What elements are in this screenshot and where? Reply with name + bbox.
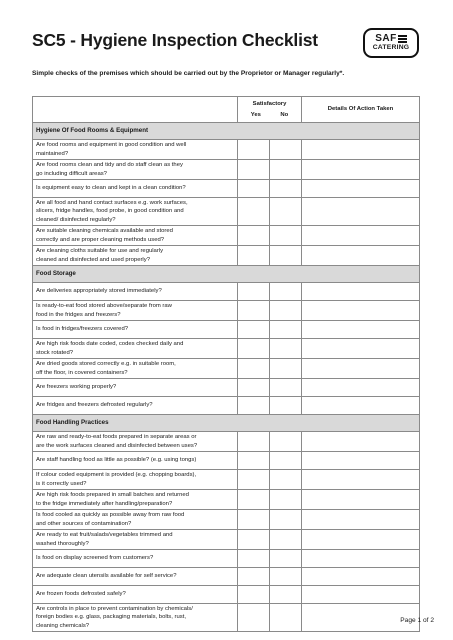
table-row	[33, 226, 420, 246]
yes-checkbox-cell[interactable]	[238, 470, 270, 490]
question-cell	[33, 397, 238, 415]
table-row	[33, 301, 420, 321]
question-text-line: Are cleaning cloths suitable for use and regularly	[36, 248, 164, 255]
no-checkbox-cell[interactable]	[270, 301, 302, 321]
question-text-line: maintained?	[36, 150, 69, 157]
yes-checkbox-cell[interactable]	[238, 490, 270, 510]
section-title: Hygiene Of Food Rooms & Equipment	[33, 123, 420, 140]
no-checkbox-cell[interactable]	[270, 198, 302, 226]
question-text-line: Are dried goods stored correctly e.g. in suitable room,	[36, 361, 176, 368]
question-text-line: Are raw and ready-to-eat foods prepared in separate areas or	[36, 434, 197, 441]
action-taken-cell[interactable]	[302, 432, 420, 452]
question-text-line: go including difficult areas?	[36, 170, 107, 177]
question-text-line: Are suitable cleaning chemicals available and stored	[36, 228, 173, 235]
question-text-line: food in the fridges and freezers?	[36, 311, 121, 318]
question-cell	[33, 339, 238, 359]
question-cell	[33, 530, 238, 550]
question-cell	[33, 432, 238, 452]
yes-checkbox-cell[interactable]	[238, 140, 270, 160]
question-text-line: Are freezers working properly?	[36, 384, 117, 391]
no-checkbox-cell[interactable]	[270, 379, 302, 397]
question-text-line: Are adequate clean utensils available for self service?	[36, 573, 177, 580]
action-taken-cell[interactable]	[302, 160, 420, 180]
question-cell	[33, 510, 238, 530]
question-cell	[33, 359, 238, 379]
action-taken-cell[interactable]	[302, 140, 420, 160]
question-cell	[33, 301, 238, 321]
question-text-line: cleaned/ disinfected regularly?	[36, 216, 116, 223]
question-text-line: are the work surfaces cleaned and disinfected between uses?	[36, 442, 198, 449]
table-row	[33, 246, 420, 266]
header-satisfactory-label: Satisfactory	[252, 101, 287, 108]
table-row	[33, 604, 420, 632]
question-cell	[33, 160, 238, 180]
table-row	[33, 140, 420, 160]
table-row	[33, 550, 420, 568]
no-checkbox-cell[interactable]	[270, 397, 302, 415]
question-cell	[33, 198, 238, 226]
yes-checkbox-cell[interactable]	[238, 432, 270, 452]
action-taken-cell[interactable]	[302, 452, 420, 470]
question-cell	[33, 321, 238, 339]
section-title: Food Storage	[33, 266, 420, 283]
no-checkbox-cell[interactable]	[270, 452, 302, 470]
table-row	[33, 510, 420, 530]
question-cell	[33, 283, 238, 301]
question-text-line: Is food on display screened from customers?	[36, 555, 154, 562]
header-satisfactory	[238, 97, 302, 123]
action-taken-cell[interactable]	[302, 568, 420, 586]
no-checkbox-cell[interactable]	[270, 432, 302, 452]
question-cell	[33, 452, 238, 470]
question-text-line: Are high risk foods date coded, codes checked daily and	[36, 341, 184, 348]
table-header-row	[33, 97, 420, 123]
question-text-line: Are ready to eat fruit/salads/vegetables trimmed and	[36, 532, 173, 539]
no-checkbox-cell[interactable]	[270, 490, 302, 510]
section-header-row	[33, 266, 420, 283]
yes-checkbox-cell[interactable]	[238, 246, 270, 266]
intro-text: Simple checks of the premises which should be carried out by the Proprietor or Manager regularly*.	[32, 70, 345, 77]
yes-checkbox-cell[interactable]	[238, 226, 270, 246]
table-row	[33, 470, 420, 490]
no-checkbox-cell[interactable]	[270, 470, 302, 490]
question-text-line: cleaning chemicals?	[36, 622, 90, 629]
yes-checkbox-cell[interactable]	[238, 550, 270, 568]
yes-checkbox-cell[interactable]	[238, 586, 270, 604]
action-taken-cell[interactable]	[302, 283, 420, 301]
table-row	[33, 568, 420, 586]
action-taken-cell[interactable]	[302, 359, 420, 379]
table-row	[33, 432, 420, 452]
question-text-line: Are high risk foods prepared in small batches and returned	[36, 492, 189, 499]
question-text-line: Are food rooms clean and tidy and do staff clean as they	[36, 162, 183, 169]
yes-checkbox-cell[interactable]	[238, 530, 270, 550]
question-text-line: and other sources of contamination?	[36, 520, 132, 527]
yes-checkbox-cell[interactable]	[238, 397, 270, 415]
action-taken-cell[interactable]	[302, 490, 420, 510]
table-row	[33, 379, 420, 397]
no-checkbox-cell[interactable]	[270, 283, 302, 301]
action-taken-cell[interactable]	[302, 339, 420, 359]
question-text-line: Are fridges and freezers defrosted regularly?	[36, 402, 153, 409]
action-taken-cell[interactable]	[302, 301, 420, 321]
question-cell	[33, 140, 238, 160]
no-checkbox-cell[interactable]	[270, 586, 302, 604]
hygiene-checklist-table	[32, 96, 420, 632]
saf-catering-logo	[363, 28, 419, 58]
header-question-cell	[33, 97, 238, 123]
question-text-line: Is equipment easy to clean and kept in a clean condition?	[36, 185, 186, 192]
question-text-line: Are all food and hand contact surfaces e.g. work surfaces,	[36, 200, 188, 207]
table-row	[33, 397, 420, 415]
action-taken-cell[interactable]	[302, 550, 420, 568]
yes-checkbox-cell[interactable]	[238, 283, 270, 301]
question-text-line: Are frozen foods defrosted safely?	[36, 591, 126, 598]
no-checkbox-cell[interactable]	[270, 160, 302, 180]
no-checkbox-cell[interactable]	[270, 530, 302, 550]
question-cell	[33, 586, 238, 604]
question-text-line: Are food rooms and equipment in good condition and well	[36, 142, 187, 149]
yes-checkbox-cell[interactable]	[238, 510, 270, 530]
yes-checkbox-cell[interactable]	[238, 379, 270, 397]
question-text-line: stock rotated?	[36, 349, 74, 356]
no-checkbox-cell[interactable]	[270, 339, 302, 359]
action-taken-cell[interactable]	[302, 510, 420, 530]
no-checkbox-cell[interactable]	[270, 568, 302, 586]
question-cell	[33, 470, 238, 490]
action-taken-cell[interactable]	[302, 397, 420, 415]
question-text-line: Is food cooled as quickly as possible away from raw food	[36, 512, 185, 519]
yes-checkbox-cell[interactable]	[238, 339, 270, 359]
table-row	[33, 490, 420, 510]
table-row	[33, 283, 420, 301]
question-text-line: off the floor, in covered containers?	[36, 369, 128, 376]
section-header-row	[33, 123, 420, 140]
no-checkbox-cell[interactable]	[270, 359, 302, 379]
yes-checkbox-cell[interactable]	[238, 359, 270, 379]
header-yes: Yes	[250, 111, 261, 118]
table-row	[33, 198, 420, 226]
logo-bars-icon	[398, 35, 407, 43]
no-checkbox-cell[interactable]	[270, 510, 302, 530]
yes-checkbox-cell[interactable]	[238, 160, 270, 180]
question-text-line: Is food in fridges/freezers covered?	[36, 326, 129, 333]
table-row	[33, 339, 420, 359]
question-text-line: cleaned and disinfected and used properly?	[36, 256, 150, 263]
question-cell	[33, 568, 238, 586]
no-checkbox-cell[interactable]	[270, 226, 302, 246]
action-taken-cell[interactable]	[302, 586, 420, 604]
action-taken-cell[interactable]	[302, 226, 420, 246]
page-title: SC5 - Hygiene Inspection Checklist	[32, 30, 318, 50]
no-checkbox-cell[interactable]	[270, 604, 302, 632]
table-row	[33, 452, 420, 470]
action-taken-cell[interactable]	[302, 530, 420, 550]
question-text-line: Is ready-to-eat food stored above/separate from raw	[36, 303, 172, 310]
no-checkbox-cell[interactable]	[270, 180, 302, 198]
yes-checkbox-cell[interactable]	[238, 321, 270, 339]
action-taken-cell[interactable]	[302, 198, 420, 226]
section-title: Food Handling Practices	[33, 415, 420, 432]
table-row	[33, 586, 420, 604]
yes-checkbox-cell[interactable]	[238, 180, 270, 198]
question-text-line: slicers, fridge handles, food probe, in good condition and	[36, 208, 184, 215]
action-taken-cell[interactable]	[302, 470, 420, 490]
question-text-line: to the fridge immediately after handling/preparation?	[36, 500, 173, 507]
no-checkbox-cell[interactable]	[270, 140, 302, 160]
header-details: Details Of Action Taken	[302, 97, 420, 123]
question-text-line: Are deliveries appropriately stored immediately?	[36, 288, 162, 295]
question-text-line: is it correctly used?	[36, 480, 87, 487]
yes-checkbox-cell[interactable]	[238, 198, 270, 226]
no-checkbox-cell[interactable]	[270, 321, 302, 339]
table-row	[33, 359, 420, 379]
yes-checkbox-cell[interactable]	[238, 452, 270, 470]
logo-text-saf: SAF	[375, 33, 397, 44]
question-cell	[33, 226, 238, 246]
no-checkbox-cell[interactable]	[270, 550, 302, 568]
yes-checkbox-cell[interactable]	[238, 301, 270, 321]
question-text-line: Are controls in place to prevent contamination by chemicals/	[36, 606, 193, 613]
question-cell	[33, 604, 238, 632]
question-cell	[33, 550, 238, 568]
table-row	[33, 321, 420, 339]
checklist-body	[33, 123, 420, 632]
action-taken-cell[interactable]	[302, 246, 420, 266]
question-text-line: If colour coded equipment is provided (e.g. chopping boards),	[36, 472, 197, 479]
table-row	[33, 160, 420, 180]
yes-checkbox-cell[interactable]	[238, 604, 270, 632]
question-cell	[33, 490, 238, 510]
question-cell	[33, 379, 238, 397]
table-row	[33, 530, 420, 550]
question-text-line: washed thoroughly?	[36, 540, 89, 547]
question-cell	[33, 180, 238, 198]
yes-checkbox-cell[interactable]	[238, 568, 270, 586]
section-header-row	[33, 415, 420, 432]
question-text-line: foreign bodies e.g. glass, packaging materials, bolts, rust,	[36, 614, 186, 621]
no-checkbox-cell[interactable]	[270, 246, 302, 266]
logo-text-catering: CATERING	[372, 44, 410, 51]
action-taken-cell[interactable]	[302, 321, 420, 339]
header-no: No	[280, 111, 289, 118]
table-row	[33, 180, 420, 198]
question-cell	[33, 246, 238, 266]
question-text-line: correctly and are proper cleaning methods used?	[36, 236, 165, 243]
page-number: Page 1 of 2	[400, 617, 434, 624]
action-taken-cell[interactable]	[302, 379, 420, 397]
question-text-line: Are staff handling food as little as possible? (e.g. using tongs)	[36, 457, 197, 464]
action-taken-cell[interactable]	[302, 180, 420, 198]
